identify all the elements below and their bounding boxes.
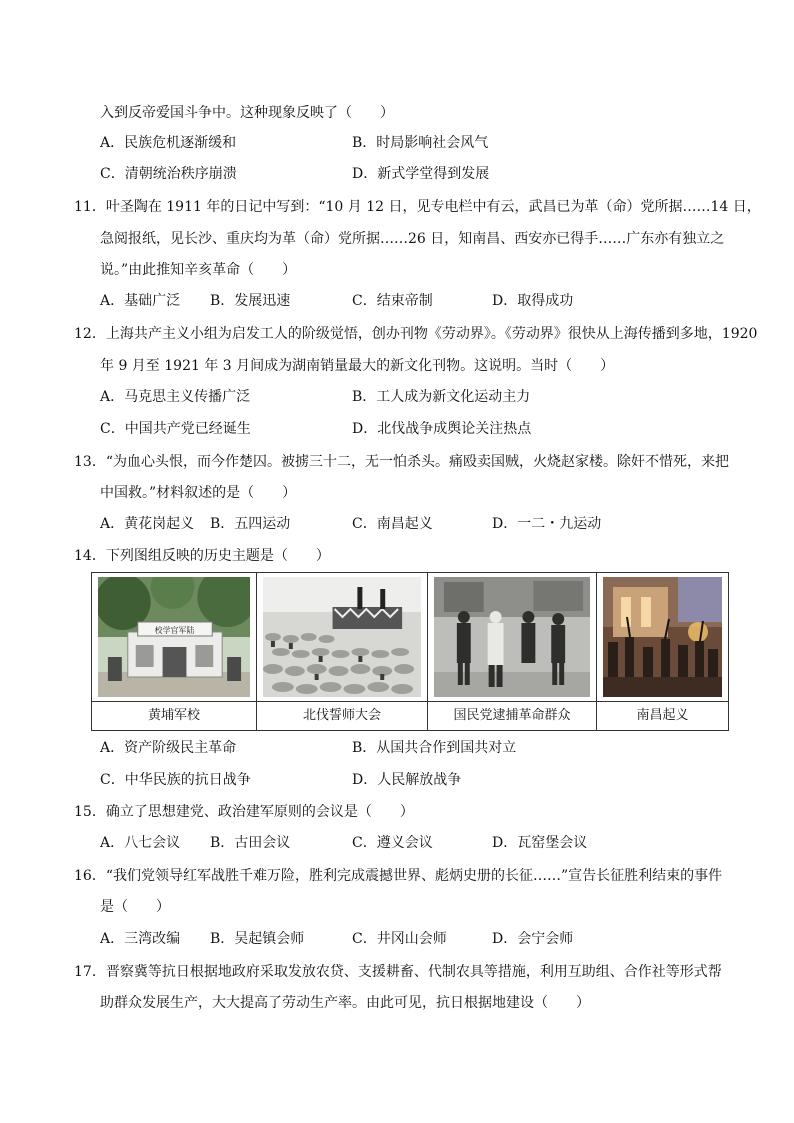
whampoa-gate-photo — [98, 577, 250, 697]
q10-option-d: D．新式学堂得到发展 — [352, 166, 490, 182]
q15-option-d: D．瓦窑堡会议 — [492, 835, 588, 851]
q12-option-a: A．马克思主义传播广泛 — [100, 389, 251, 405]
q12-stem-line1: 12．上海共产主义小组为启发工人的阶级觉悟，创办刊物《劳动界》。《劳动界》很快从上海传播到多地，1920 — [74, 326, 758, 342]
q12-stem-line2: 年 9 月至 1921 年 3 月间成为湖南销量最大的新文化刊物。这说明。当时（ ） — [100, 358, 615, 374]
q12-option-c: C．中国共产党已经诞生 — [100, 421, 251, 437]
q11-option-a: A．基础广泛 — [100, 293, 181, 309]
q16-option-a: A．三湾改编 — [100, 931, 181, 947]
q13-stem-line1: 13．“为血心头恨，而今作楚囚。被掳三十二，无一怕杀头。痛殴卖国贼，火烧赵家楼。除奸不惜死，来把 — [74, 454, 729, 470]
q14-option-a: A．资产阶级民主革命 — [100, 740, 237, 756]
q11-stem-line2: 急阅报纸，见长沙、重庆均为革（命）党所据……26 日，知南昌、西安亦已得手……广东亦有独立之 — [100, 231, 725, 247]
q13-option-a: A．黄花岗起义 — [100, 516, 195, 532]
q11-option-b: B．发展迅速 — [210, 293, 291, 309]
q17-stem-line2: 助群众发展生产，大大提高了劳动生产率。由此可见，抗日根据地建设（ ） — [100, 995, 590, 1011]
q12-option-d: D．北伐战争成舆论关注热点 — [352, 421, 532, 437]
q16-option-c: C．井冈山会师 — [352, 931, 447, 947]
q16-stem-line2: 是（ ） — [100, 899, 170, 915]
q11-option-d: D．取得成功 — [492, 293, 574, 309]
q10-stem-continued: 入到反帝爱国斗争中。这种现象反映了（ ） — [100, 105, 394, 121]
q14-option-b: B．从国共合作到国共对立 — [352, 740, 517, 756]
q11-stem-line3: 说。”由此推知辛亥革命（ ） — [100, 262, 297, 278]
q14-cell-northern-expedition — [257, 573, 428, 730]
nanchang-uprising-painting — [603, 577, 722, 697]
q16-stem-line1: 16．“我们党领导红军战胜千难万险，胜利完成震撼世界、彪炳史册的长征……”宣告长征胜利结束的事件 — [74, 868, 723, 884]
q10-option-c: C．清朝统治秩序崩溃 — [100, 166, 237, 182]
q14-cell-nanchang — [597, 573, 728, 730]
q14-stem: 14．下列图组反映的历史主题是（ ） — [74, 548, 330, 564]
q16-option-d: D．会宁会师 — [492, 931, 574, 947]
q11-stem-line1: 11．叶圣陶在 1911 年的日记中写到：“10 月 12 日，见专电栏中有云，武昌已为革（命）党所据……14 日， — [74, 199, 761, 215]
q15-option-b: B．古田会议 — [210, 835, 291, 851]
q14-image-table — [91, 572, 729, 731]
q15-stem: 15．确立了思想建党、政治建军原则的会议是（ ） — [74, 804, 414, 820]
q17-stem-line1: 17．晋察冀等抗日根据地政府采取发放农贷、支援耕畜、代制农具等措施，利用互助组、合作社等形式帮 — [74, 964, 722, 980]
q14-option-d: D．人民解放战争 — [352, 772, 462, 788]
arrest-photo — [434, 577, 590, 697]
q10-option-b: B．时局影响社会风气 — [352, 135, 489, 151]
q10-option-a: A．民族危机逐渐缓和 — [100, 135, 237, 151]
q14-cell-arrest — [428, 573, 597, 730]
q13-stem-line2: 中国救。”材料叙述的是（ ） — [100, 485, 297, 501]
q14-caption-whampoa: 黄埔军校 — [92, 701, 256, 730]
northern-expedition-rally-photo — [263, 577, 421, 697]
q15-option-a: A．八七会议 — [100, 835, 181, 851]
q14-option-c: C．中华民族的抗日战争 — [100, 772, 251, 788]
q13-option-d: D．一二・九运动 — [492, 516, 602, 532]
q12-option-b: B．工人成为新文化运动主力 — [352, 389, 531, 405]
gate-sign-text: 校学官军陆 — [154, 625, 195, 636]
q14-caption-northern-expedition: 北伐誓师大会 — [257, 701, 427, 730]
q13-option-c: C．南昌起义 — [352, 516, 433, 532]
q14-caption-nanchang: 南昌起义 — [597, 701, 728, 730]
q15-option-c: C．遵义会议 — [352, 835, 433, 851]
q16-option-b: B．吴起镇会师 — [210, 931, 305, 947]
q13-option-b: B．五四运动 — [210, 516, 291, 532]
q11-option-c: C．结束帝制 — [352, 293, 433, 309]
q14-caption-arrest: 国民党逮捕革命群众 — [428, 701, 596, 730]
q14-cell-whampoa — [92, 573, 257, 730]
